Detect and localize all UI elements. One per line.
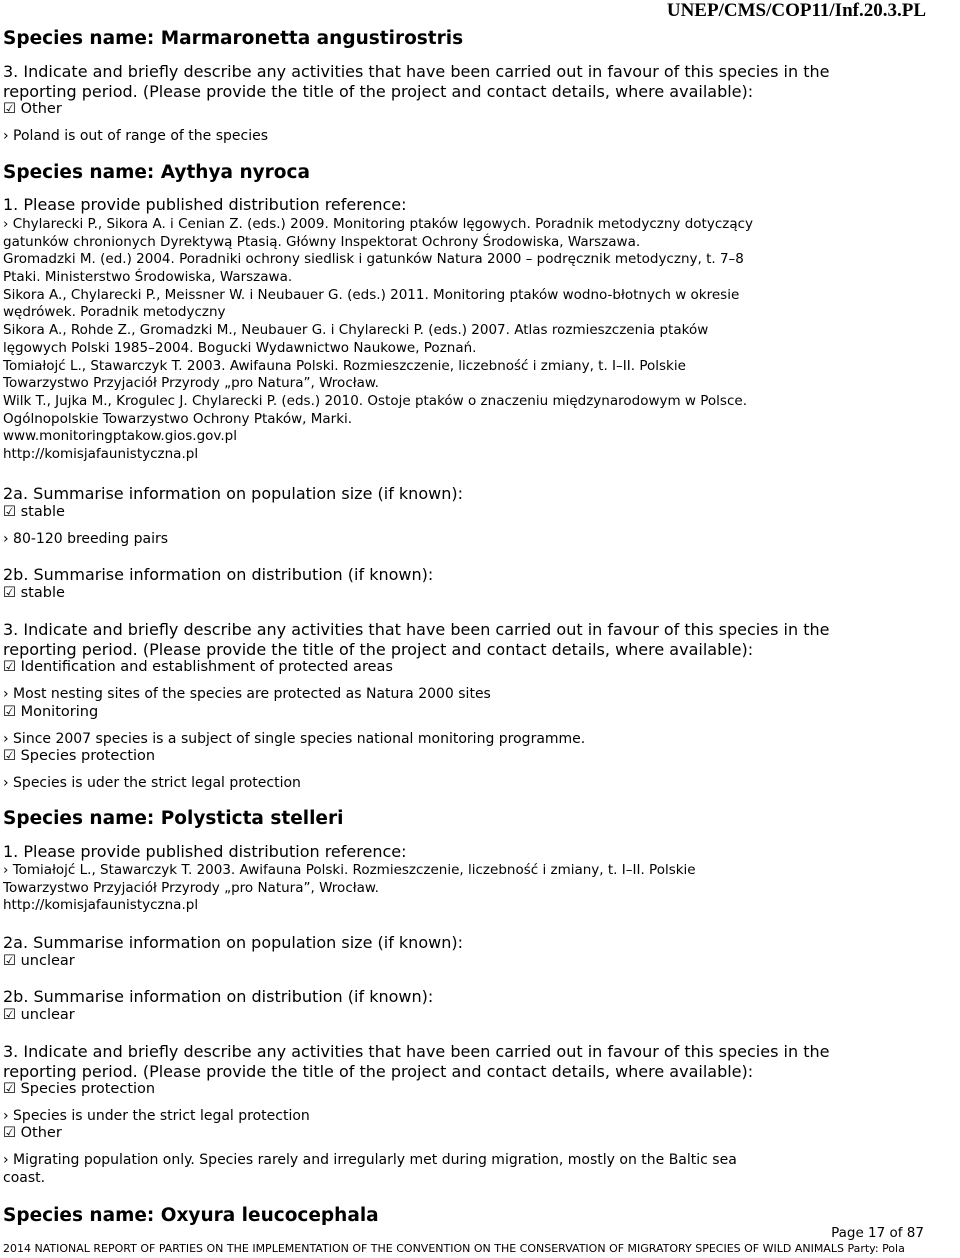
reference-line: Sikora A., Chylarecki P., Meissner W. i Neubauer G. (eds.) 2011. Monitoring ptaków wodno-błotnych w okresie: [3, 286, 740, 303]
species-heading-polysticta: Species name: Polysticta stelleri: [3, 808, 344, 829]
question-1: 1. Please provide published distribution reference:: [3, 842, 407, 861]
question-line: 3. Indicate and briefly describe any activities that have been carried out in favour of this species in the: [3, 1042, 830, 1061]
question-line: reporting period. (Please provide the title of the project and contact details, where available):: [3, 82, 754, 101]
checkbox-stable: ☑ stable: [3, 585, 65, 601]
document-id: UNEP/CMS/COP11/Inf.20.3.PL: [666, 0, 926, 21]
answer-text: [3, 1151, 903, 1187]
reference-line: Ptaki. Ministerstwo Środowiska, Warszawa.: [3, 269, 293, 286]
answer-text: › Species is uder the strict legal protection: [3, 775, 301, 791]
checkbox-other: ☑ Other: [3, 1125, 62, 1141]
answer-text: › Most nesting sites of the species are protected as Natura 2000 sites: [3, 686, 491, 702]
reference-line: › Tomiałojć L., Stawarczyk T. 2003. Awifauna Polski. Rozmieszczenie, liczebność i zmiany, t. I–II. Polskie: [3, 862, 696, 878]
question-1: 1. Please provide published distribution reference:: [3, 195, 407, 214]
answer-text: › Species is under the strict legal protection: [3, 1108, 310, 1124]
checkbox-species-protection: ☑ Species protection: [3, 1081, 156, 1097]
checkbox-protected-areas: ☑ Identification and establishment of protected areas: [3, 659, 393, 675]
answer-line: › Migrating population only. Species rarely and irregularly met during migration, mostly on the Baltic sea: [3, 1152, 737, 1168]
checkbox-species-protection: ☑ Species protection: [3, 748, 156, 764]
question-3: [3, 1042, 943, 1082]
checkbox-other: ☑ Other: [3, 101, 62, 117]
reference-line: www.monitoringptakow.gios.gov.pl: [3, 428, 237, 445]
reference-line: Sikora A., Rohde Z., Gromadzki M., Neubauer G. i Chylarecki P. (eds.) 2007. Atlas rozmieszczenia ptaków: [3, 322, 709, 339]
question-line: reporting period. (Please provide the title of the project and contact details, where available):: [3, 640, 754, 659]
reference-list: [3, 216, 753, 464]
question-2a: 2a. Summarise information on population size (if known):: [3, 933, 463, 952]
page-number: Page 17 of 87: [831, 1225, 924, 1241]
question-2b: 2b. Summarise information on distribution (if known):: [3, 565, 434, 584]
checkbox-unclear: ☑ unclear: [3, 953, 75, 969]
question-2b: 2b. Summarise information on distribution (if known):: [3, 987, 434, 1006]
answer-text: › Poland is out of range of the species: [3, 128, 269, 144]
species-heading-marmaronetta: Species name: Marmaronetta angustirostris: [3, 28, 464, 49]
species-heading-aythya: Species name: Aythya nyroca: [3, 162, 310, 183]
reference-line: http://komisjafaunistyczna.pl: [3, 897, 199, 914]
checkbox-unclear: ☑ unclear: [3, 1007, 75, 1023]
reference-line: gatunków chronionych Dyrektywą Ptasią. Główny Inspektorat Ochrony Środowiska, Warszawa.: [3, 233, 641, 250]
question-line: 3. Indicate and briefly describe any activities that have been carried out in favour of this species in the: [3, 62, 830, 81]
answer-text: › Since 2007 species is a subject of single species national monitoring programme.: [3, 731, 586, 747]
reference-line: Gromadzki M. (ed.) 2004. Poradniki ochrony siedlisk i gatunków Natura 2000 – podręcznik metodyczny, t. 7–8: [3, 251, 744, 268]
species-heading-oxyura: Species name: Oxyura leucocephala: [3, 1205, 379, 1226]
reference-line: › Chylarecki P., Sikora A. i Cenian Z. (eds.) 2009. Monitoring ptaków lęgowych. Poradnik metodyczny dotyczący: [3, 216, 754, 232]
reference-list: [3, 862, 696, 915]
reference-line: Towarzystwo Przyjaciół Przyrody „pro Natura”, Wrocław.: [3, 879, 379, 896]
reference-line: lęgowych Polski 1985–2004. Bogucki Wydawnictwo Naukowe, Poznań.: [3, 339, 477, 356]
question-3: [3, 62, 943, 102]
reference-line: Wilk T., Jujka M., Krogulec J. Chylarecki P. (eds.) 2010. Ostoje ptaków o znaczeniu międzynarodowym w Polsce.: [3, 392, 747, 409]
answer-line: coast.: [3, 1170, 46, 1186]
question-line: reporting period. (Please provide the title of the project and contact details, where available):: [3, 1062, 754, 1081]
question-2a: 2a. Summarise information on population size (if known):: [3, 484, 463, 503]
reference-line: http://komisjafaunistyczna.pl: [3, 445, 199, 462]
reference-line: Tomiałojć L., Stawarczyk T. 2003. Awifauna Polski. Rozmieszczenie, liczebność i zmiany, t. I–II. Polskie: [3, 357, 686, 374]
question-line: 3. Indicate and briefly describe any activities that have been carried out in favour of this species in the: [3, 620, 830, 639]
footer: 2014 NATIONAL REPORT OF PARTIES ON THE IMPLEMENTATION OF THE CONVENTION ON THE CONSERVATION OF MIGRATORY SPECIES OF WILD ANIMALS Party: Pola: [3, 1242, 905, 1255]
answer-text: › 80-120 breeding pairs: [3, 531, 169, 547]
reference-line: Towarzystwo Przyjaciół Przyrody „pro Natura”, Wrocław.: [3, 375, 379, 392]
checkbox-monitoring: ☑ Monitoring: [3, 704, 99, 720]
reference-line: wędrówek. Poradnik metodyczny: [3, 304, 226, 321]
checkbox-stable: ☑ stable: [3, 504, 65, 520]
reference-line: Ogólnopolskie Towarzystwo Ochrony Ptaków, Marki.: [3, 410, 353, 427]
question-3: [3, 620, 943, 660]
